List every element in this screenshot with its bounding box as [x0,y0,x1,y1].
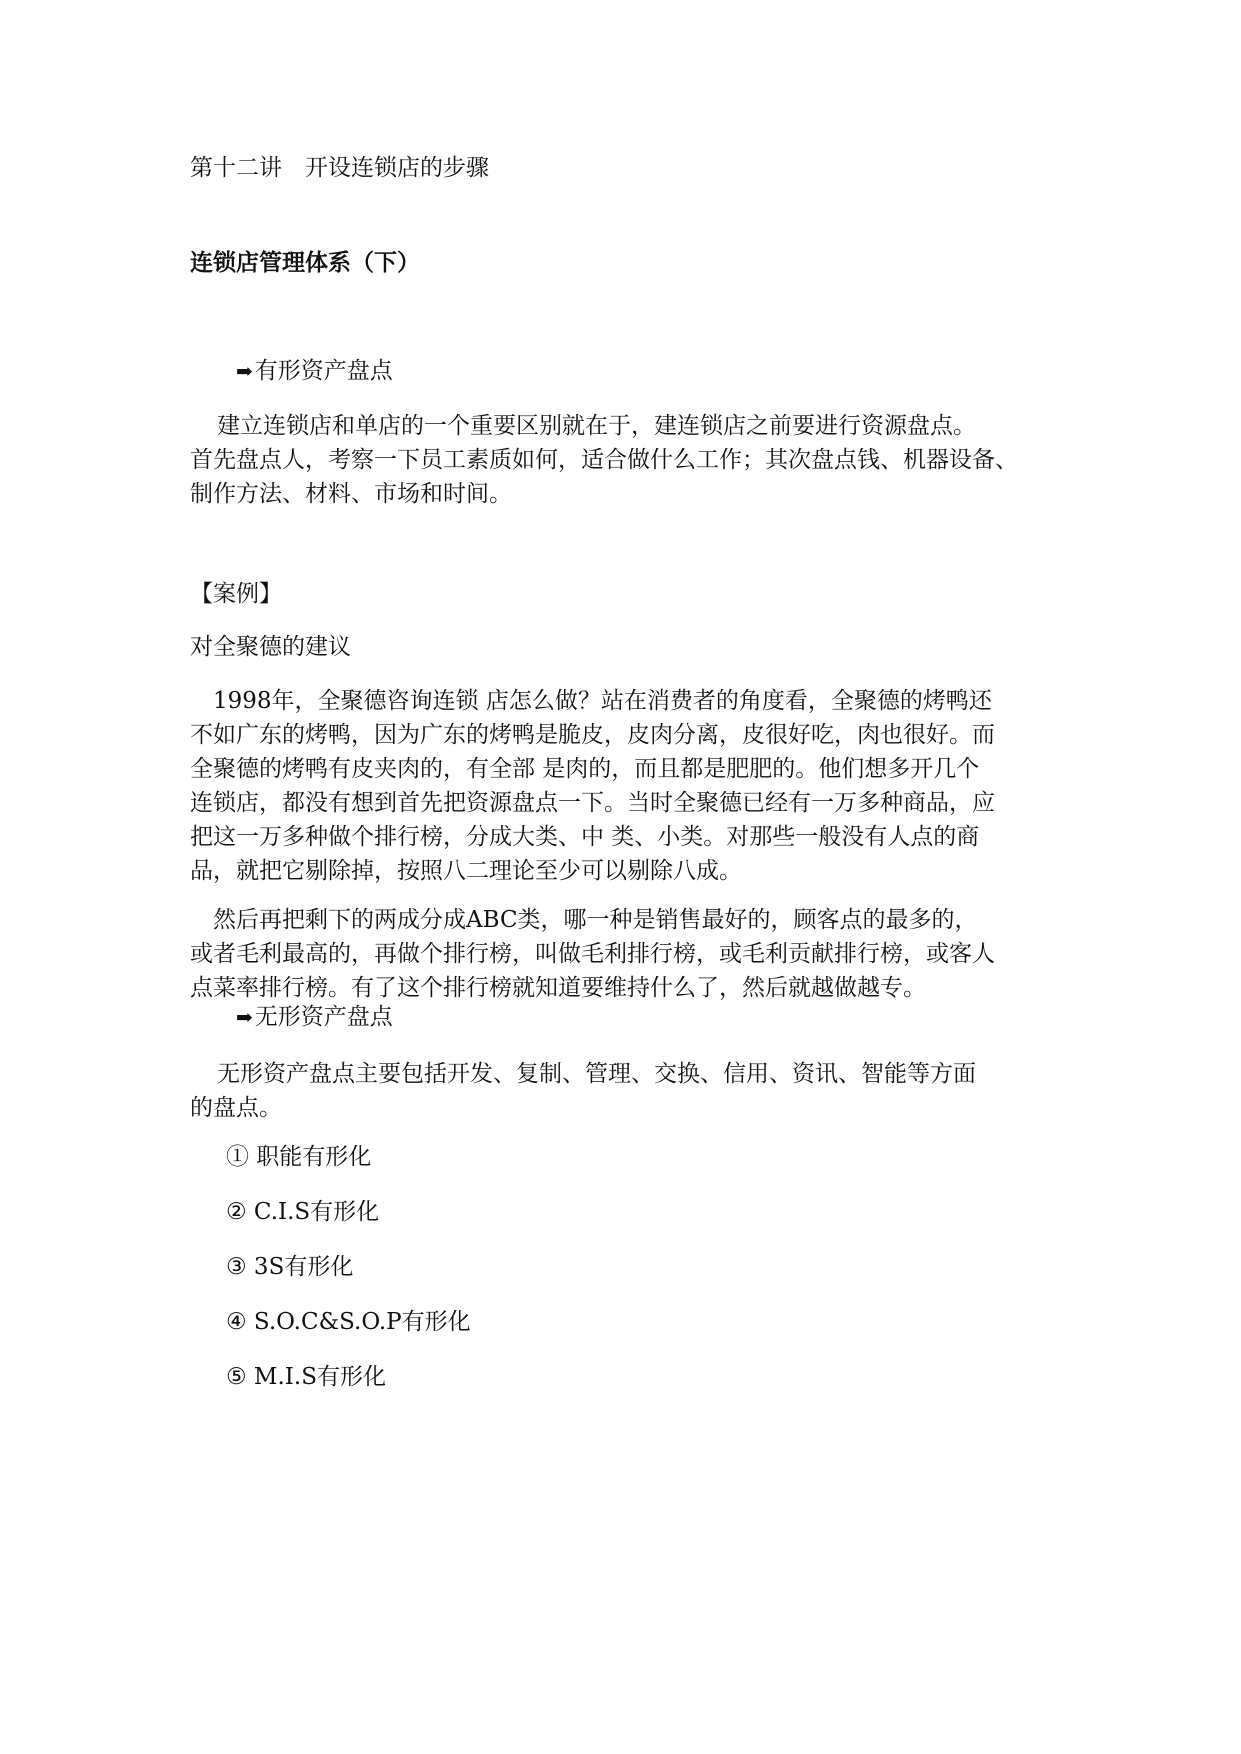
paragraph-line: 的盘点。 [190,1095,282,1121]
paragraph-line: 不如广东的烤鸭，因为广东的烤鸭是脆皮，皮肉分离，皮很好吃，肉也很好。而 [190,722,995,748]
paragraph-line: 全聚德的烤鸭有皮夹肉的，有全部 是肉的，而且都是肥肥的。他们想多开几个 [190,756,980,782]
paragraph-line: 或者毛利最高的，再做个排行榜，叫做毛利排行榜，或毛利贡献排行榜，或客人 [190,941,995,967]
paragraph-line: 首先盘点人，考察一下员工素质如何，适合做什么工作；其次盘点钱、机器设备、 [190,447,1018,473]
arrow-right-icon: ➡ [236,1005,253,1029]
paragraph-line: 无形资产盘点主要包括开发、复制、管理、交换、信用、资讯、智能等方面 [194,1061,976,1087]
list-item: ③ 3S有形化 [226,1254,354,1280]
intangible-heading-line [236,1001,393,1033]
intangible-heading: 无形资产盘点 [254,1004,393,1030]
paragraph-line: 把这一万多种做个排行榜，分成大类、中 类、小类。对那些一般没有人点的商 [190,824,980,850]
paragraph-line: 建立连锁店和单店的一个重要区别就在于，建连锁店之前要进行资源盘点。 [194,413,976,439]
section-title: 连锁店管理体系（下） [190,249,420,276]
tangible-heading-line [236,355,393,387]
lecture-title: 第十二讲 开设连锁店的步骤 [190,155,489,181]
case-title: 对全聚德的建议 [190,634,351,660]
paragraph-line: 制作方法、材料、市场和时间。 [190,481,512,507]
paragraph-line: 连锁店，都没有想到首先把资源盘点一下。当时全聚德已经有一万多种商品，应 [190,790,995,816]
arrow-right-icon: ➡ [236,359,253,383]
paragraph-line: 1998年，全聚德咨询连锁 店怎么做？站在消费者的角度看，全聚德的烤鸭还 [190,688,992,714]
case-paragraph-2 [190,903,1070,1005]
list-item: ④ S.O.C&S.O.P有形化 [226,1309,471,1335]
paragraph-line: 点菜率排行榜。有了这个排行榜就知道要维持什么了，然后就越做越专。 [190,975,926,1001]
case-paragraph-1 [190,684,1070,888]
paragraph-line: 品，就把它剔除掉，按照八二理论至少可以剔除八成。 [190,858,742,884]
list-item: ⑤ M.I.S有形化 [226,1364,386,1390]
list-item: ② C.I.S有形化 [226,1199,380,1225]
intangible-paragraph [190,1057,1070,1125]
tangible-heading: 有形资产盘点 [254,358,393,384]
list-item: ① 职能有形化 [226,1144,372,1170]
paragraph-line: 然后再把剩下的两成分成ABC类，哪一种是销售最好的，顾客点的最多的， [190,907,978,933]
case-label: 【案例】 [190,581,282,607]
tangible-paragraph [190,409,1070,511]
